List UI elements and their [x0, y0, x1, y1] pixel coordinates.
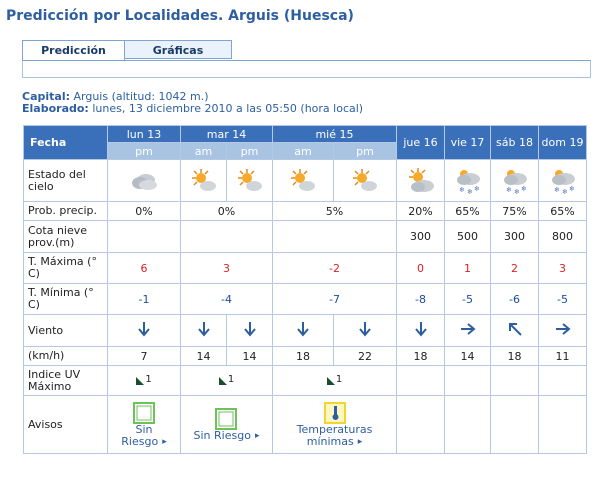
arrow-up-left-icon	[491, 315, 539, 347]
sun-cloud-icon	[273, 160, 334, 202]
tmin-value: -5	[445, 284, 491, 315]
aviso-label: mínimas	[306, 434, 354, 448]
wind-speed: 7	[108, 347, 181, 366]
day-header: mié 15	[273, 126, 397, 143]
sun-cloud-icon	[334, 160, 397, 202]
tmin-value: -5	[539, 284, 587, 315]
period-header: am	[181, 143, 227, 160]
capital-label: Capital:	[22, 90, 70, 103]
uv-cell-empty	[397, 366, 445, 396]
uv-triangle-icon	[327, 377, 335, 385]
uv-value: 1	[227, 373, 235, 385]
cota-value	[181, 221, 273, 253]
row-label-cota: Cota nieve prov.(m)	[24, 221, 108, 253]
svg-text:❄: ❄	[505, 185, 512, 194]
elaborado-label: Elaborado:	[22, 102, 89, 115]
arrow-right-icon	[539, 315, 587, 347]
aviso-cell-empty	[445, 396, 491, 454]
tmin-value: -8	[397, 284, 445, 315]
arrow-down-icon	[334, 315, 397, 347]
uv-cell-empty	[491, 366, 539, 396]
chevron-right-icon: ▸	[254, 430, 260, 441]
wind-speed: 18	[397, 347, 445, 366]
uv-cell	[108, 366, 181, 396]
period-header: pm	[227, 143, 273, 160]
wind-speed: 14	[181, 347, 227, 366]
snow-cloud-icon	[539, 160, 587, 202]
arrow-down-icon	[273, 315, 334, 347]
thermometer-warning-icon	[324, 402, 346, 424]
period-header: pm	[334, 143, 397, 160]
tab-prediccion[interactable]: Predicción	[22, 40, 125, 61]
precip-value: 20%	[397, 202, 445, 221]
precip-value: 75%	[491, 202, 539, 221]
cota-value	[108, 221, 181, 253]
wind-speed: 14	[445, 347, 491, 366]
day-header: dom 19	[539, 126, 587, 160]
cota-value: 800	[539, 221, 587, 253]
aviso-label: Temperaturas	[296, 422, 373, 436]
warning-level-green-icon	[133, 402, 155, 424]
uv-cell-empty	[445, 366, 491, 396]
cota-value: 300	[397, 221, 445, 253]
tmin-value: -4	[181, 284, 273, 315]
sun-cloud-icon	[397, 160, 445, 202]
tmax-value: -2	[273, 253, 397, 284]
day-header: lun 13	[108, 126, 181, 143]
row-label-avisos: Avisos	[24, 396, 108, 454]
row-label-viento: Viento	[24, 315, 108, 347]
arrow-down-icon	[227, 315, 273, 347]
wind-speed: 14	[227, 347, 273, 366]
tmin-value: -7	[273, 284, 397, 315]
aviso-label: Sin Riesgo	[193, 428, 251, 442]
page-title: Predicción por Localidades. Arguis (Huesca)	[6, 8, 354, 24]
tmax-value: 1	[445, 253, 491, 284]
svg-text:❄: ❄	[458, 185, 465, 194]
row-label-kmh: (km/h)	[24, 347, 108, 366]
row-label-estado: Estado del cielo	[24, 160, 108, 202]
period-header: am	[273, 143, 334, 160]
day-header: sáb 18	[491, 126, 539, 160]
precip-value: 0%	[181, 202, 273, 221]
svg-text:❄: ❄	[466, 187, 473, 195]
arrow-down-icon	[397, 315, 445, 347]
tmin-value: -6	[491, 284, 539, 315]
period-header: pm	[108, 143, 181, 160]
svg-text:❄: ❄	[513, 187, 520, 195]
chevron-right-icon: ▸	[162, 436, 167, 447]
wind-speed: 18	[491, 347, 539, 366]
wind-speed: 22	[334, 347, 397, 366]
aviso-label: Riesgo	[121, 434, 159, 448]
precip-value: 65%	[539, 202, 587, 221]
uv-value: 1	[335, 373, 343, 385]
tmax-value: 3	[181, 253, 273, 284]
elaborado-value: lunes, 13 diciembre 2010 a las 05:50 (hora local)	[92, 102, 364, 115]
snow-cloud-icon	[445, 160, 491, 202]
wind-speed: 11	[539, 347, 587, 366]
arrow-right-icon	[445, 315, 491, 347]
uv-cell	[181, 366, 273, 396]
svg-text:❄: ❄	[568, 184, 575, 193]
sun-cloud-icon	[181, 160, 227, 202]
arrow-down-icon	[108, 315, 181, 347]
wind-speed: 18	[273, 347, 334, 366]
capital-value: Arguis (altitud: 1042 m.)	[73, 90, 209, 103]
aviso-cell-empty	[491, 396, 539, 454]
tmax-value: 2	[491, 253, 539, 284]
sun-cloud-icon	[227, 160, 273, 202]
arrow-down-icon	[181, 315, 227, 347]
snow-cloud-icon	[491, 160, 539, 202]
precip-value: 5%	[273, 202, 397, 221]
cota-value	[273, 221, 397, 253]
precip-value: 0%	[108, 202, 181, 221]
tab-graficas[interactable]: Gráficas	[124, 40, 232, 59]
svg-text:❄: ❄	[473, 184, 480, 193]
cota-value: 500	[445, 221, 491, 253]
aviso-label: Sin	[135, 422, 153, 436]
svg-text:❄: ❄	[561, 187, 568, 195]
elaborado-line	[22, 102, 363, 115]
uv-triangle-icon	[136, 377, 144, 385]
cloudy-icon	[108, 160, 181, 202]
tmin-value: -1	[108, 284, 181, 315]
precip-value: 65%	[445, 202, 491, 221]
aviso-cell[interactable]	[181, 396, 273, 454]
tab-panel-strip	[22, 60, 591, 78]
uv-triangle-icon	[219, 377, 227, 385]
aviso-cell-empty	[397, 396, 445, 454]
forecast-table	[23, 125, 587, 454]
row-label-precip: Prob. precip.	[24, 202, 108, 221]
cota-value: 300	[491, 221, 539, 253]
aviso-cell[interactable]	[273, 396, 397, 454]
tmax-value: 6	[108, 253, 181, 284]
row-label-tmax: T. Máxima (° C)	[24, 253, 108, 284]
aviso-cell[interactable]	[108, 396, 181, 454]
tmax-value: 0	[397, 253, 445, 284]
svg-text:❄: ❄	[520, 184, 527, 193]
day-header: jue 16	[397, 126, 445, 160]
day-header: mar 14	[181, 126, 273, 143]
tmax-value: 3	[539, 253, 587, 284]
aviso-cell-empty	[539, 396, 587, 454]
uv-cell-empty	[539, 366, 587, 396]
uv-cell	[273, 366, 397, 396]
svg-text:❄: ❄	[553, 185, 560, 194]
fecha-header: Fecha	[24, 126, 108, 160]
row-label-tmin: T. Mínima (° C)	[24, 284, 108, 315]
warning-level-green-icon	[215, 408, 237, 430]
chevron-right-icon: ▸	[357, 436, 363, 447]
row-label-uv: Indice UV Máximo	[24, 366, 108, 396]
day-header: vie 17	[445, 126, 491, 160]
uv-value: 1	[145, 373, 152, 385]
